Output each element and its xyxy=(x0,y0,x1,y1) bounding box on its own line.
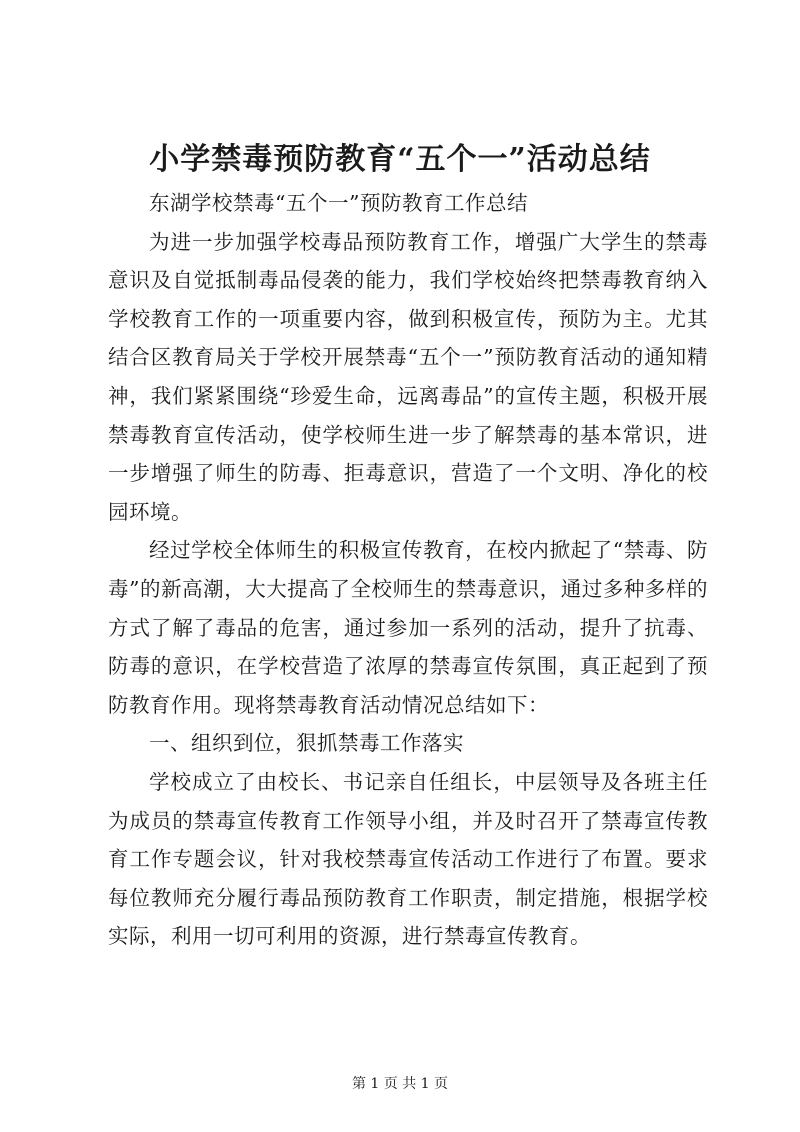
section-heading: 一、组织到位，狠抓禁毒工作落实 xyxy=(149,731,464,756)
document-body xyxy=(108,184,708,956)
body-paragraph: 为进一步加强学校毒品预防教育工作，增强广大学生的禁毒意识及自觉抵制毒品侵袭的能力，我们学校始终把禁毒教育纳入学校教育工作的一项重要内容，做到积极宣传，预防为主。尤其结合区教育局关于学校开展禁毒“五个一”预防教育活动的通知精神，我们紧紧围绕“珍爱生命，远离毒品”的宣传主题，积极开展禁毒教育宣传活动，使学校师生进一步了解禁毒的基本常识，进一步增强了师生的防毒、拒毒意识，营造了一个文明、净化的校园环境。 xyxy=(108,229,708,524)
body-paragraph: 经过学校全体师生的积极宣传教育，在校内掀起了“禁毒、防毒”的新高潮，大大提高了全校师生的禁毒意识，通过多种多样的方式了解了毒品的危害，通过参加一系列的活动，提升了抗毒、防毒的意识，在学校营造了浓厚的禁毒宣传氛围，真正起到了预防教育作用。现将禁毒教育活动情况总结如下： xyxy=(108,538,708,717)
document-title: 小学禁毒预防教育“五个一”活动总结 xyxy=(149,142,651,177)
subtitle-paragraph: 东湖学校禁毒“五个一”预防教育工作总结 xyxy=(149,191,528,215)
body-paragraph: 学校成立了由校长、书记亲自任组长，中层领导及各班主任为成员的禁毒宣传教育工作领导小组，并及时召开了禁毒宣传教育工作专题会议，针对我校禁毒宣传活动工作进行了布置。要求每位教师充分履行毒品预防教育工作职责，制定措施，根据学校实际，利用一切可利用的资源，进行禁毒宣传教育。 xyxy=(108,769,708,949)
page-number-footer: 第 1 页 共 1 页 xyxy=(351,1076,449,1092)
